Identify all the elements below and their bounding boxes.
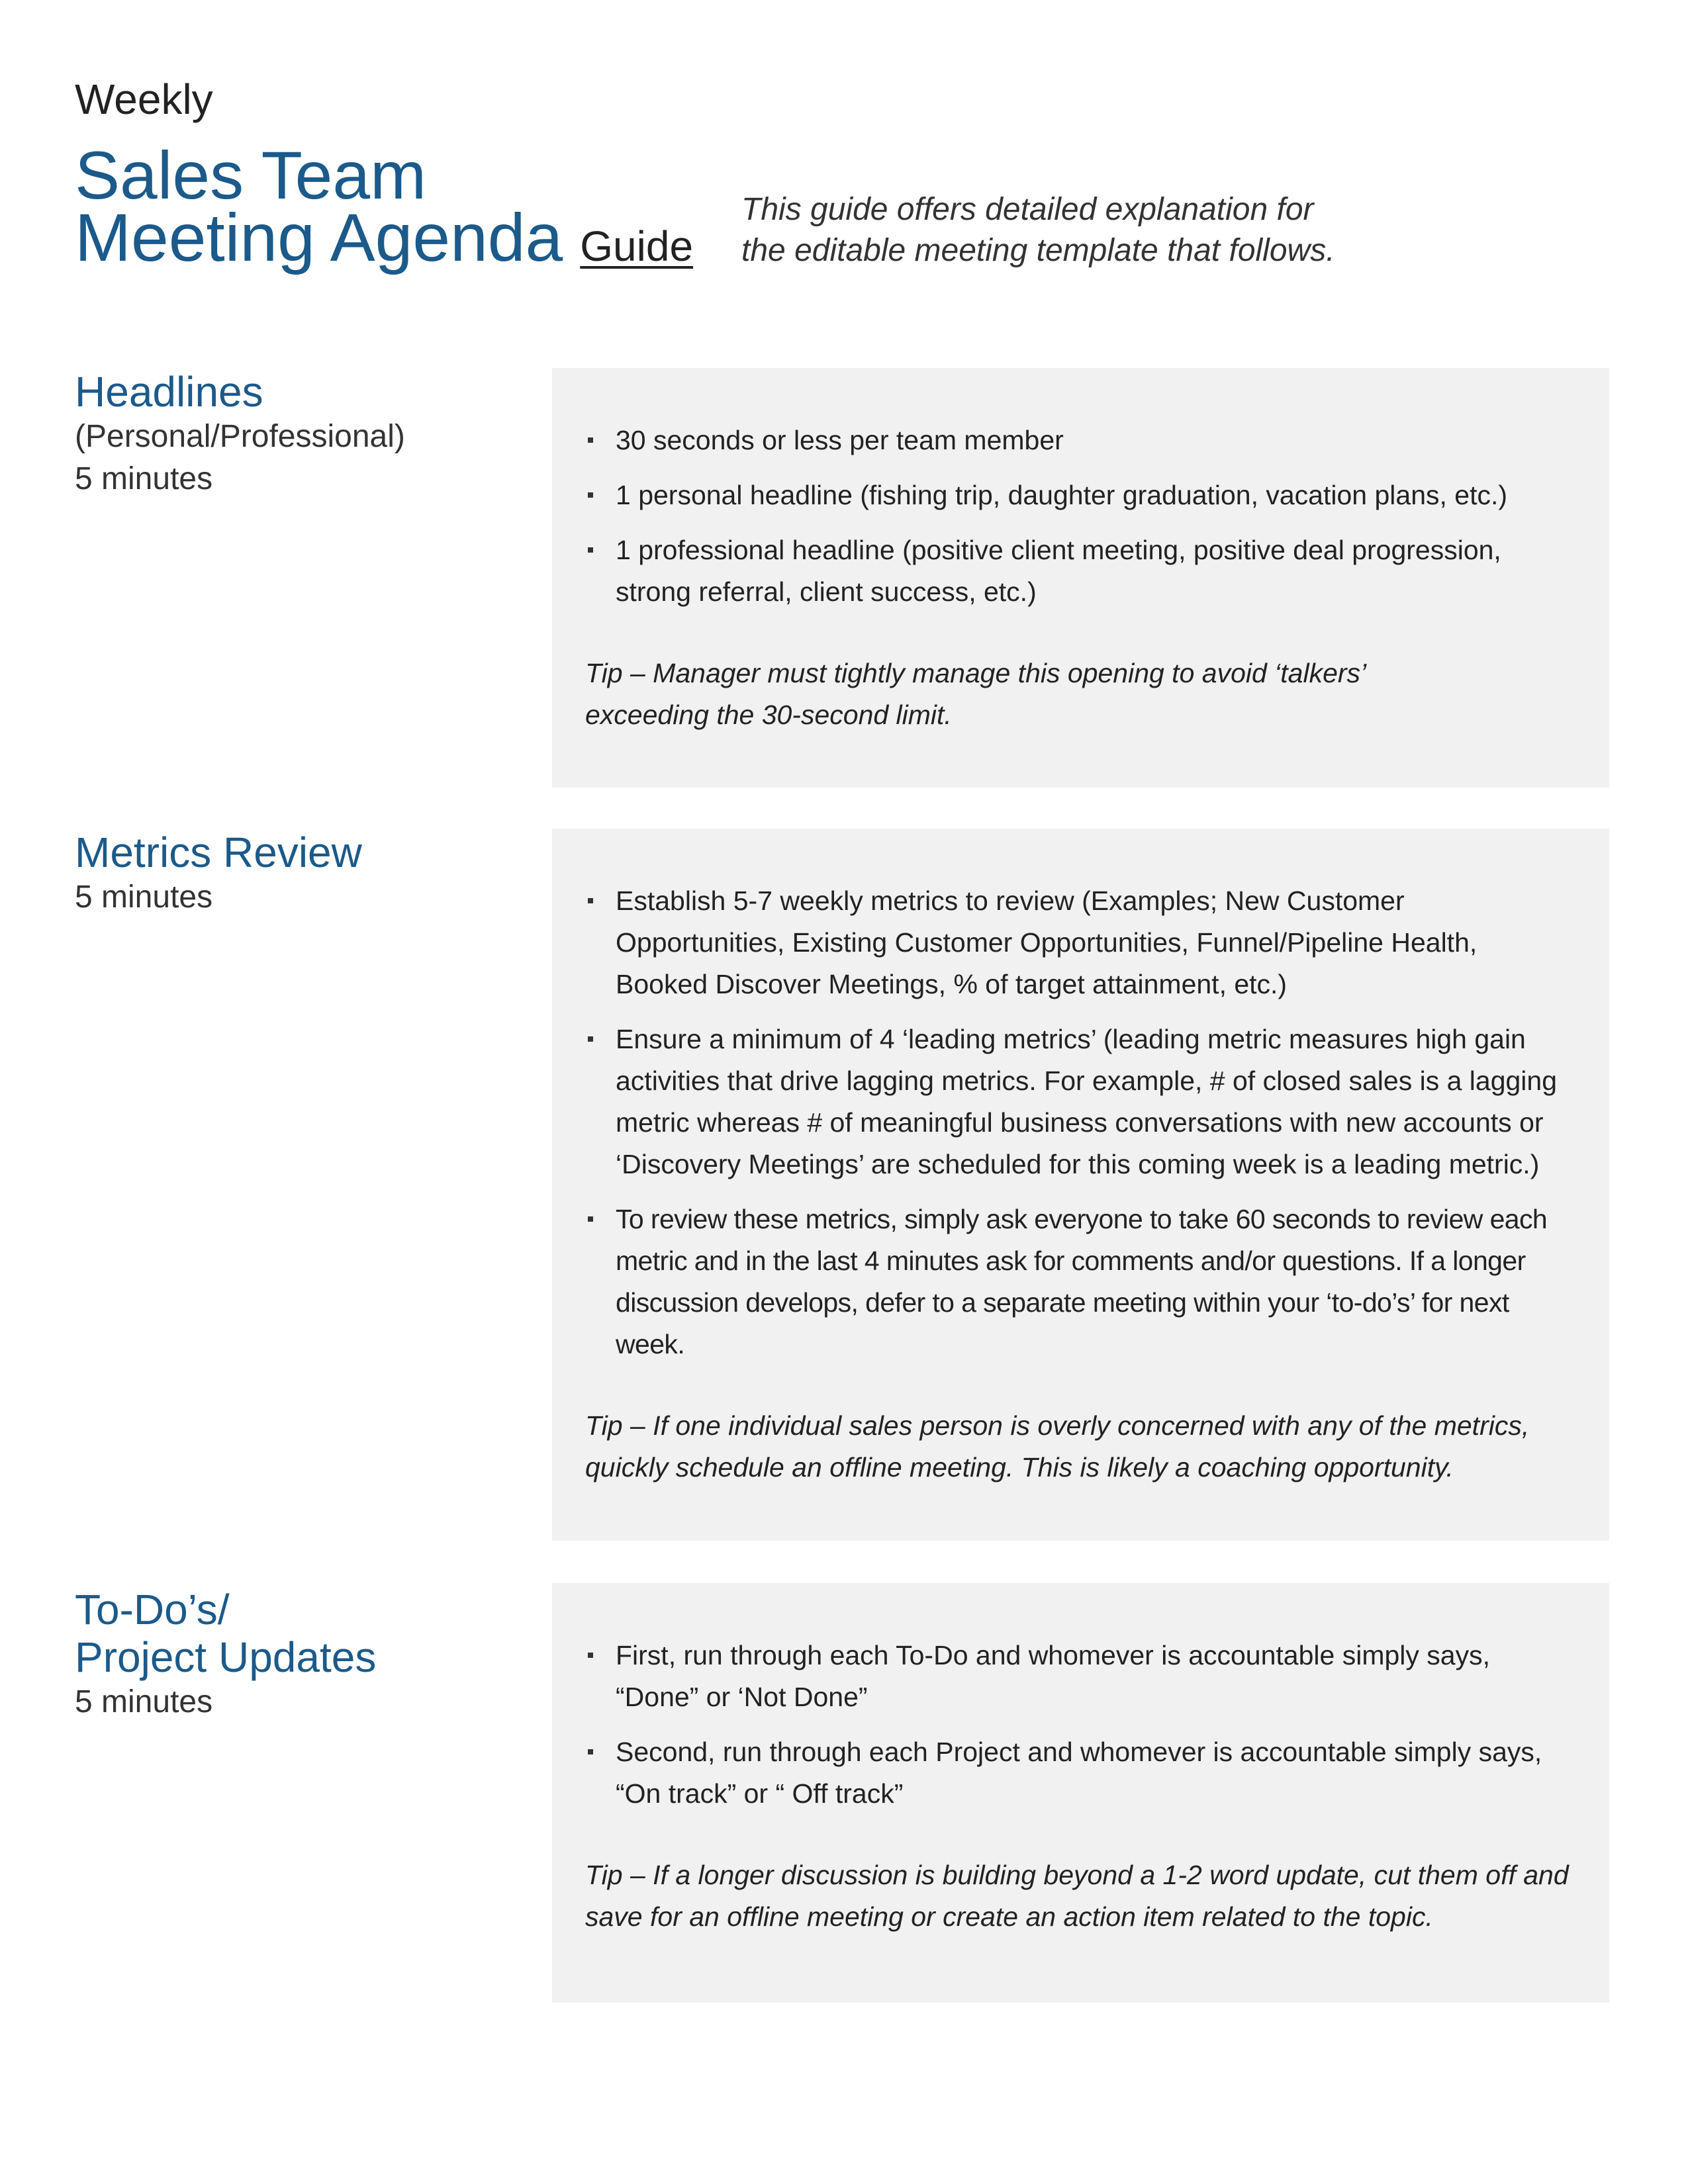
intro-text — [741, 189, 1403, 271]
intro-line-2: the editable meeting template that follows. — [741, 233, 1335, 268]
bullet-list — [585, 880, 1576, 1365]
bullet-icon — [588, 1216, 593, 1222]
section-label-headlines — [75, 368, 538, 500]
list-item — [585, 420, 1576, 461]
bullet-list — [585, 420, 1576, 613]
intro-line-1: This guide offers detailed explanation for — [741, 192, 1314, 227]
panel-todos-projects — [552, 1583, 1609, 2003]
section-subtitle: (Personal/Professional) — [75, 419, 405, 454]
guide-word: Guide — [580, 222, 694, 270]
section-title-line: To-Do’s/ — [75, 1586, 230, 1633]
bullet-icon — [588, 492, 593, 498]
list-item-text: 30 seconds or less per team member — [616, 425, 1064, 455]
bullet-icon — [588, 1036, 593, 1042]
section-label-todos-projects — [75, 1586, 538, 1723]
list-item — [585, 529, 1576, 613]
list-item-text: Second, run through each Project and whomever is accountable simply says, “On track” or “ Off track” — [616, 1737, 1542, 1809]
list-item — [585, 475, 1576, 516]
bullet-icon — [588, 898, 593, 903]
tip-text: Tip – Manager must tightly manage this opening to avoid ‘talkers’ exceeding the 30-second limit. — [585, 658, 1365, 730]
list-item — [585, 1731, 1576, 1815]
section-title — [75, 368, 538, 416]
bullet-icon — [588, 1653, 593, 1658]
title-line-1: Sales Team — [75, 138, 427, 213]
section-title-line: Project Updates — [75, 1633, 377, 1681]
panel-headlines — [552, 368, 1609, 788]
section-title-line: Metrics Review — [75, 829, 362, 876]
bullet-icon — [588, 437, 593, 443]
tip-text: Tip – If one individual sales person is overly concerned with any of the metrics, quickly schedule an offline meeting. This is likely a coaching opportunity. — [585, 1410, 1530, 1482]
section-duration: 5 minutes — [75, 461, 213, 496]
tip-text: Tip – If a longer discussion is building beyond a 1-2 word update, cut them off and save for an offline meeting or create an action item related to the topic. — [585, 1860, 1569, 1932]
panel-metrics-review — [552, 829, 1609, 1541]
section-label-metrics-review — [75, 829, 538, 919]
section-duration: 5 minutes — [75, 1684, 213, 1719]
list-item-text: Ensure a minimum of 4 ‘leading metrics’ (leading metric measures high gain activities that drive lagging metrics. For example, # of closed sales is a lagging metric whereas # of meaningful business conversations with new accounts or ‘Discovery Meetings’ are scheduled for this coming week is a leading metric.) — [616, 1024, 1558, 1179]
list-item-text: Establish 5-7 weekly metrics to review (Examples; New Customer Opportunities, Existing Customer Opportunities, Funnel/Pipeline Health, Booked Discover Meetings, % of target attainment, etc.) — [616, 886, 1477, 999]
section-title — [75, 829, 538, 876]
list-item-text: First, run through each To-Do and whomever is accountable simply says, “Done” or ‘Not Done” — [616, 1640, 1490, 1712]
list-item — [585, 1199, 1576, 1365]
section-title-line: Headlines — [75, 368, 263, 416]
list-item-text: 1 personal headline (fishing trip, daughter graduation, vacation plans, etc.) — [616, 480, 1508, 510]
bullet-icon — [588, 1749, 593, 1754]
list-item-text: 1 professional headline (positive client meeting, positive deal progression, strong referral, client success, etc.) — [616, 535, 1501, 607]
list-item-text: To review these metrics, simply ask everyone to take 60 seconds to review each metric and in the last 4 minutes ask for comments and/or questions. If a longer discussion develops, defer to a separate meeting within your ‘to-do’s’ for next week. — [616, 1204, 1548, 1359]
list-item — [585, 1635, 1576, 1718]
bullet-icon — [588, 547, 593, 553]
title-line-2 — [75, 200, 694, 277]
title-line-2-text: Meeting Agenda — [75, 200, 563, 275]
section-title — [75, 1586, 538, 1681]
page-kicker: Weekly — [75, 75, 213, 123]
list-item — [585, 880, 1576, 1005]
section-duration: 5 minutes — [75, 880, 213, 915]
list-item — [585, 1019, 1576, 1185]
page-title — [75, 138, 694, 277]
bullet-list — [585, 1635, 1576, 1815]
